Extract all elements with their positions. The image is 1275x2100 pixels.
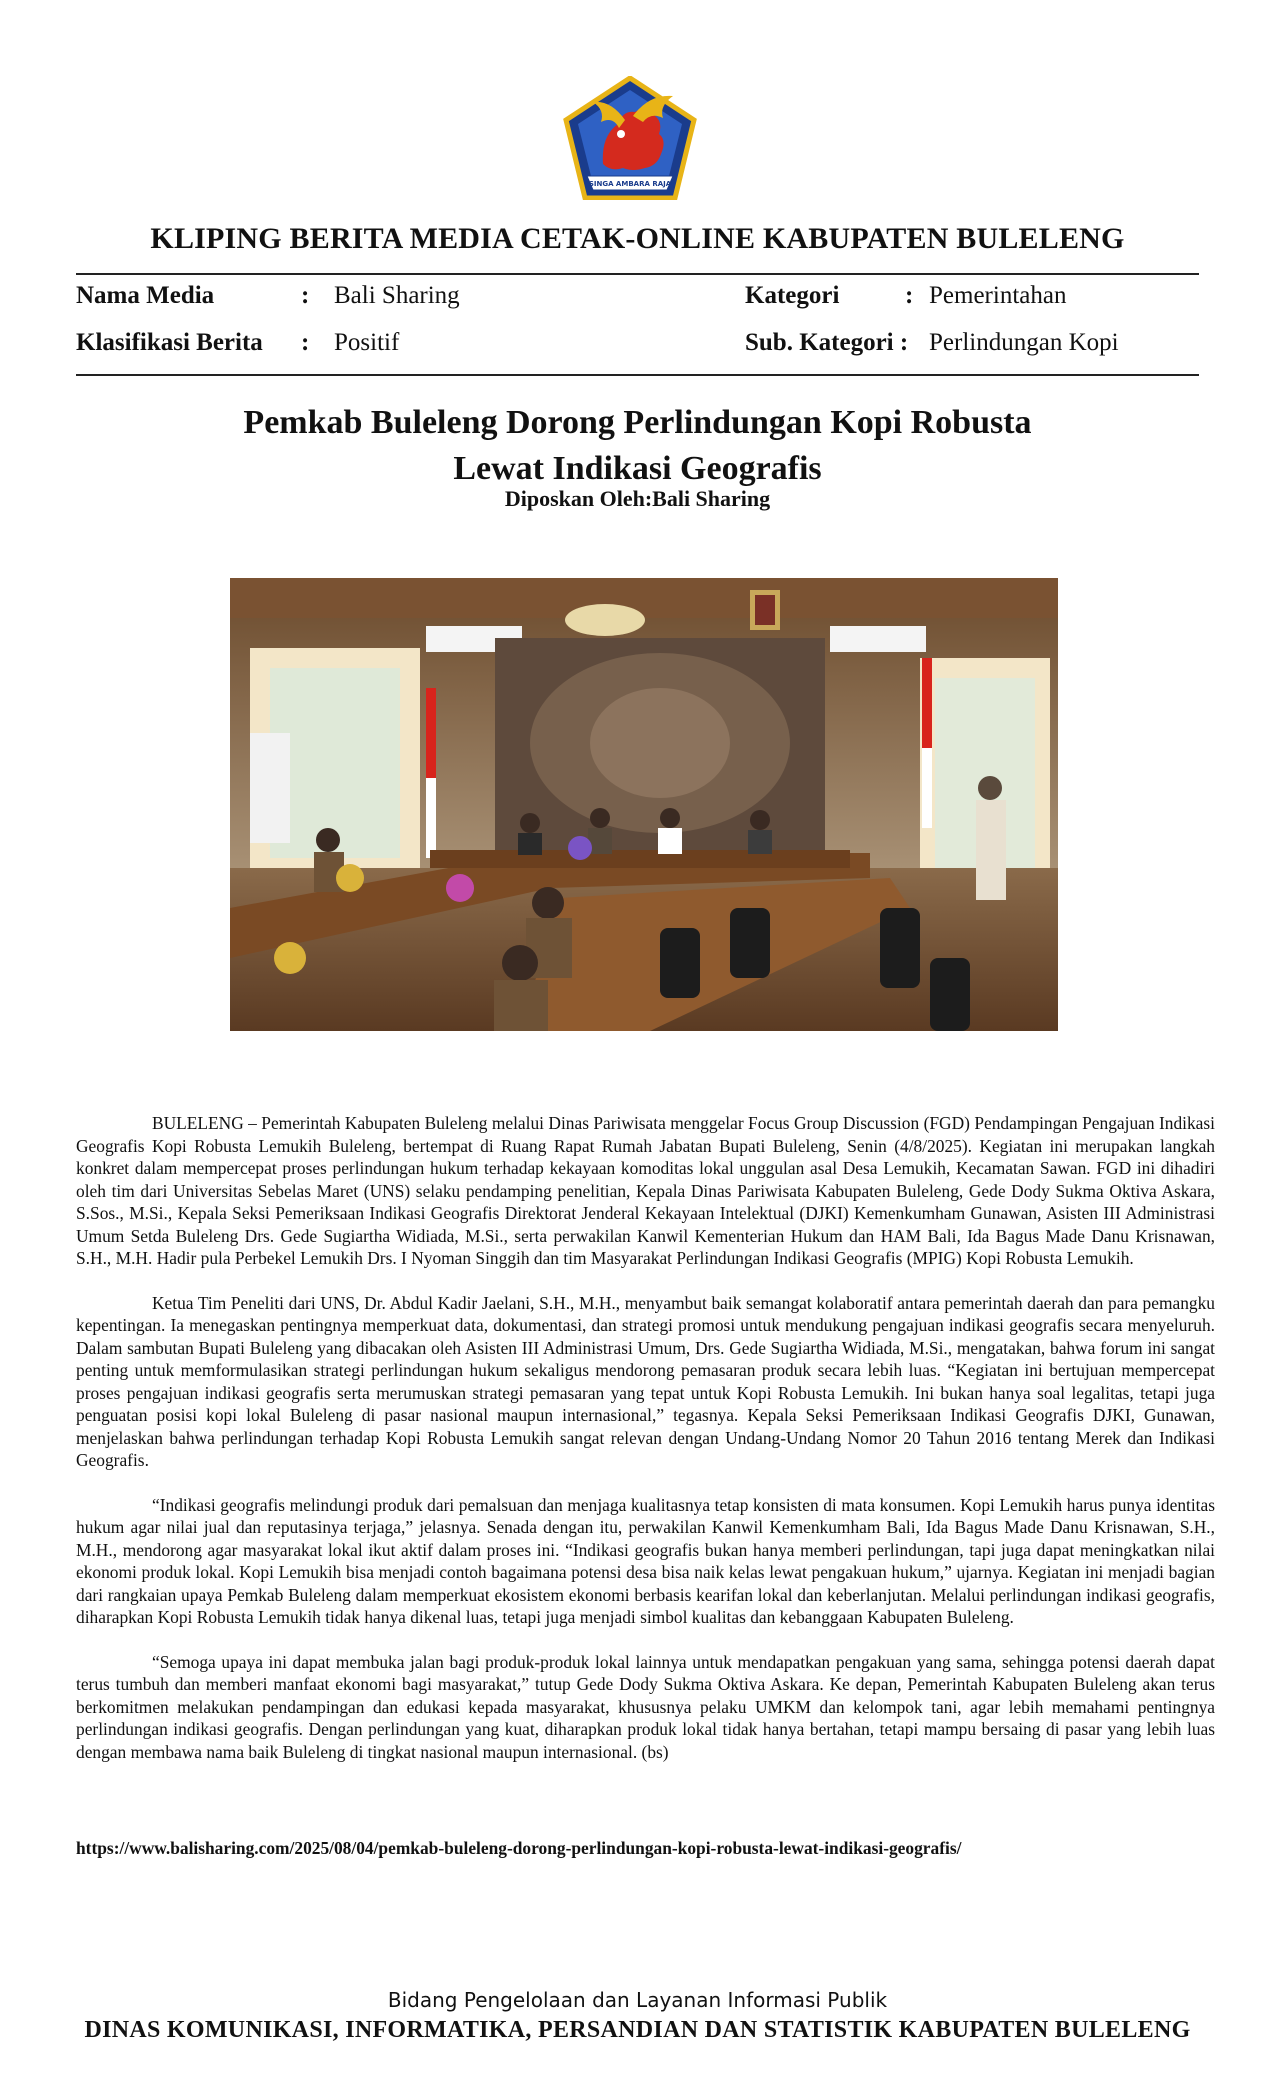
sub-kategori-label: Sub. Kategori : xyxy=(745,329,909,356)
article-body xyxy=(76,1112,1215,1785)
article-byline: Diposkan Oleh:Bali Sharing xyxy=(504,486,771,511)
article-paragraph: BULELENG – Pemerintah Kabupaten Buleleng melalui Dinas Pariwisata menggelar Focus Group Discussion (FGD) Pendampingan Pengajuan Indikasi Geografis Kopi Robusta Lemukih Buleleng, bertempat di Ruang Rapat Rumah Jabatan Bupati Buleleng, Senin (4/8/2025). Kegiatan ini merupakan langkah konkret dalam mempercepat proses perlindungan hukum terhadap kekayaan komoditas lokal unggulan asal Desa Lemukih, Kecamatan Sawan. FGD ini dihadiri oleh tim dari Universitas Sebelas Maret (UNS) selaku pendamping penelitian, Kepala Dinas Pariwisata Kabupaten Buleleng, Gede Dody Sukma Oktiva Askara, S.Sos., M.Si., Kepala Seksi Pemeriksaan Indikasi Geografis Direktorat Jenderal Kekayaan Intelektual (DJKI) Kemenkumham Gunawan, Asisten III Administrasi Umum Setda Buleleng Drs. Gede Sugiartha Widiada, M.Si., serta perwakilan Kanwil Kementerian Hukum dan HAM Bali, Ida Bagus Made Danu Krisnawan, S.H., M.H. Hadir pula Perbekel Lemukih Drs. I Nyoman Singgih dan tim Masyarakat Perlindungan Indikasi Geografis (MPIG) Kopi Robusta Lemukih. xyxy=(76,1113,1215,1268)
klasifikasi-berita-label: Klasifikasi Berita xyxy=(76,329,263,356)
divider-top xyxy=(76,273,1199,275)
divider-bottom xyxy=(76,374,1199,376)
article-paragraph: Ketua Tim Peneliti dari UNS, Dr. Abdul Kadir Jaelani, S.H., M.H., menyambut baik semangat kolaboratif antara pemerintah daerah dan para pemangku kepentingan. Ia menegaskan pentingnya memperkuat data, dokumentasi, dan strategi promosi untuk mendukung pengajuan indikasi geografis secara menyeluruh. Dalam sambutan Bupati Buleleng yang dibacakan oleh Asisten III Administrasi Umum, Drs. Gede Sugiartha Widiada, M.Si., mengatakan, bahwa forum ini sangat penting untuk memformulasikan strategi perlindungan hukum sekaligus mendorong pemasaran produk secara lebih luas. “Kegiatan ini bertujuan mempercepat proses pengajuan indikasi geografis serta merumuskan strategi pemasaran yang tepat untuk Kopi Robusta Lemukih. Ini bukan hanya soal legalitas, tetapi juga penguatan posisi kopi lokal Buleleng di pasar nasional maupun internasional,” tegasnya. Kepala Seksi Pemeriksaan Indikasi Geografis DJKI, Gunawan, menjelaskan bahwa perlindungan terhadap Kopi Robusta Lemukih sangat relevan dengan Undang-Undang Nomor 20 Tahun 2016 tentang Merek dan Indikasi Geografis. xyxy=(76,1292,1215,1470)
nama-media-label: Nama Media xyxy=(76,282,215,309)
document-title: KLIPING BERITA MEDIA CETAK-ONLINE KABUPATEN BULELENG xyxy=(150,222,1125,255)
kategori-value: Pemerintahan xyxy=(929,282,1067,309)
article-headline-line2: Lewat Indikasi Geografis xyxy=(453,450,822,487)
separator: : xyxy=(301,329,310,356)
kategori-label: Kategori xyxy=(745,282,840,309)
logo-motto: SINGA AMBARA RAJA xyxy=(588,180,672,188)
article-paragraph: “Semoga upaya ini dapat membuka jalan bagi produk-produk lokal lainnya untuk mendapatkan pengakuan yang sama, sehingga potensi daerah dapat terus tumbuh dan memberi manfaat ekonomi bagi masyarakat,” tutup Gede Dody Sukma Oktiva Askara. Ke depan, Pemerintah Kabupaten Buleleng akan terus berkomitmen melakukan pendampingan dan edukasi kepada masyarakat, khususnya pelaku UMKM dan kelompok tani, agar lebih memahami pentingnya perlindungan indikasi geografis. Dengan perlindungan yang kuat, diharapkan produk lokal tidak hanya bertahan, tetapi mampu bersaing di pasar yang lebih luas dengan membawa nama baik Buleleng di tingkat nasional maupun internasional. (bs) xyxy=(76,1651,1215,1762)
news-photo xyxy=(230,578,1058,1031)
nama-media-value: Bali Sharing xyxy=(334,282,460,309)
separator: : xyxy=(905,282,914,309)
footer-agency: DINAS KOMUNIKASI, INFORMATIKA, PERSANDIAN DAN STATISTIK KABUPATEN BULELENG xyxy=(84,2017,1191,2043)
separator: : xyxy=(301,282,310,309)
footer-division: Bidang Pengelolaan dan Layanan Informasi Publik xyxy=(387,1988,888,2012)
article-paragraph: “Indikasi geografis melindungi produk dari pemalsuan dan menjaga kualitasnya tetap konsisten di mata konsumen. Kopi Lemukih harus punya identitas hukum agar nilai jual dan reputasinya terjaga,” jelasnya. Senada dengan itu, perwakilan Kanwil Kemenkumham Bali, Ida Bagus Made Danu Krisnawan, S.H., M.H., mendorong agar masyarakat lokal ikut aktif dalam proses ini. “Indikasi geografis bukan hanya memberi perlindungan, tapi juga dapat meningkatkan nilai ekonomi produk lokal. Kopi Lemukih bisa menjadi contoh bagaimana potensi desa bisa naik kelas lewat pengakuan hukum,” ujarnya. Kegiatan ini menjadi bagian dari rangkaian upaya Pemkab Buleleng dalam memperkuat ekosistem ekonomi berbasis kearifan lokal dan keberlanjutan. Melalui perlindungan indikasi geografis, diharapkan Kopi Robusta Lemukih tidak hanya dikenal luas, tetapi juga menjadi simbol kualitas dan kebanggaan Kabupaten Buleleng. xyxy=(76,1494,1215,1627)
buleleng-emblem-logo xyxy=(563,76,697,200)
source-url: https://www.balisharing.com/2025/08/04/pemkab-buleleng-dorong-perlindungan-kopi-robusta-lewat-indikasi-geografis/ xyxy=(76,1838,962,1858)
klasifikasi-berita-value: Positif xyxy=(334,329,400,356)
article-headline-line1: Pemkab Buleleng Dorong Perlindungan Kopi Robusta xyxy=(243,404,1032,441)
sub-kategori-value: Perlindungan Kopi xyxy=(929,329,1119,356)
